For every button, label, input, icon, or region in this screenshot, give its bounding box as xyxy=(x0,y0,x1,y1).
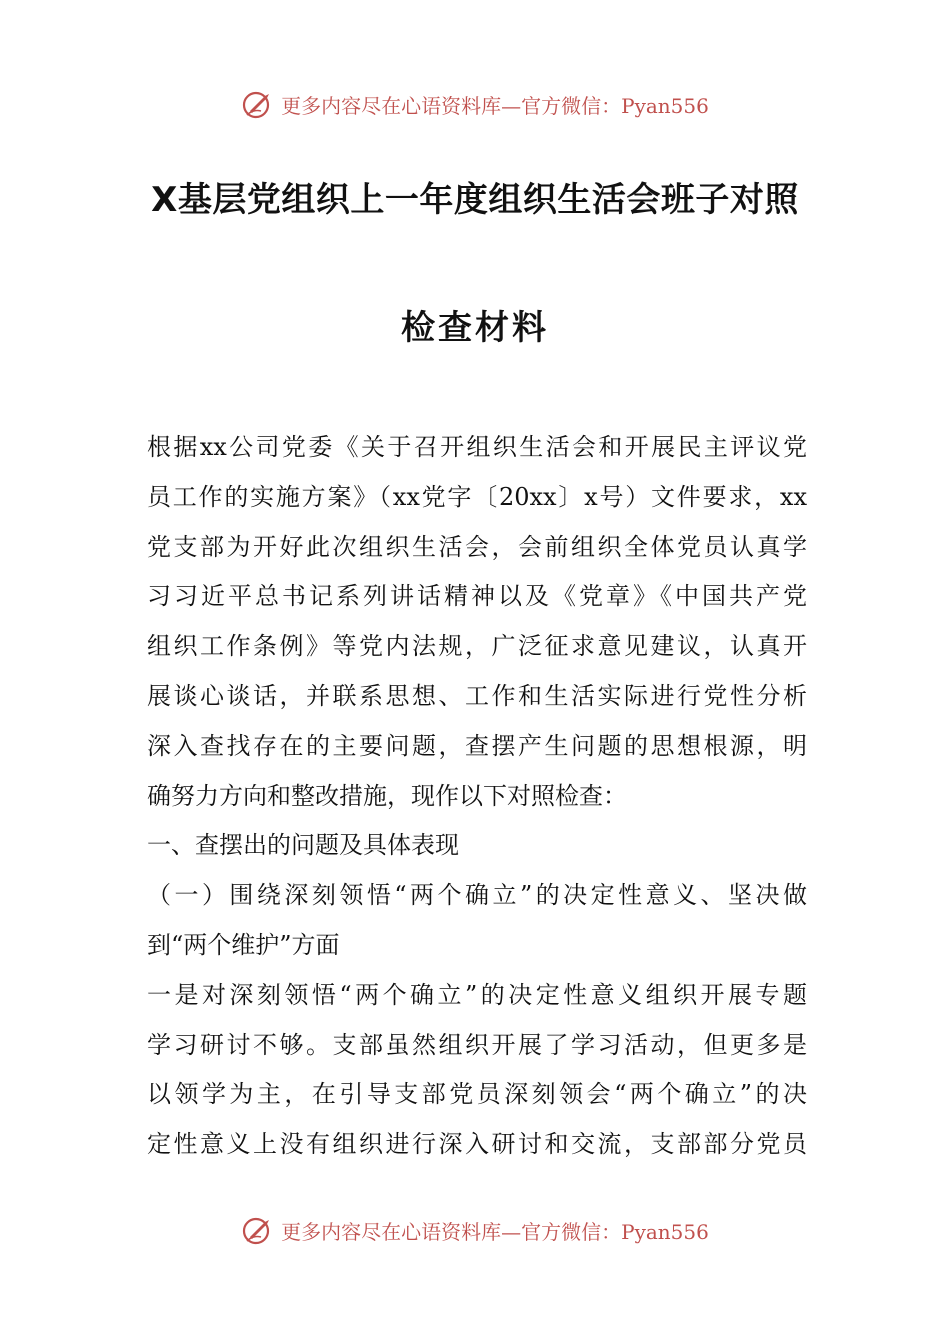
body-text-line: 展谈心谈话，并联系思想、工作和生活实际进行党性分析 xyxy=(147,681,807,710)
body-text-line: 到“两个维护”方面 xyxy=(147,930,340,959)
document-body xyxy=(147,423,807,1170)
pen-logo-icon xyxy=(241,1213,275,1247)
body-text-line: 员工作的实施方案》（xx党字〔20xx〕x号）文件要求，xx xyxy=(147,482,807,511)
document-title-line-2: 检查材料 xyxy=(401,308,549,348)
watermark-footer xyxy=(0,1210,950,1250)
body-text-line: 一是对深刻领悟“两个确立”的决定性意义组织开展专题 xyxy=(147,980,807,1009)
body-text-line: 学习研讨不够。支部虽然组织开展了学习活动，但更多是 xyxy=(147,1030,807,1059)
body-text-line: 组织工作条例》等党内法规，广泛征求意见建议，认真开 xyxy=(147,632,807,661)
body-text-line: 一、查摆出的问题及具体表现 xyxy=(147,831,459,860)
watermark-header xyxy=(0,84,950,124)
body-text-line: 以领学为主，在引导支部党员深刻领会“两个确立”的决 xyxy=(147,1080,807,1109)
watermark-text: 更多内容尽在心语资料库—官方微信：Pyan556 xyxy=(281,93,709,118)
body-text-line: 定性意义上没有组织进行深入研讨和交流，支部部分党员 xyxy=(147,1130,807,1159)
pen-logo-icon xyxy=(241,87,275,121)
body-text-line: （一）围绕深刻领悟“两个确立”的决定性意义、坚决做 xyxy=(147,881,807,910)
body-text-line: 确努力方向和整改措施，现作以下对照检查： xyxy=(147,781,627,810)
body-text-line: 深入查找存在的主要问题，查摆产生问题的思想根源，明 xyxy=(147,731,807,760)
body-text-line: 习习近平总书记系列讲话精神以及《党章》《中国共产党 xyxy=(147,582,807,611)
watermark-text: 更多内容尽在心语资料库—官方微信：Pyan556 xyxy=(281,1219,709,1244)
body-text-line: 党支部为开好此次组织生活会，会前组织全体党员认真学 xyxy=(147,532,807,561)
body-text-line: 根据xx公司党委《关于召开组织生活会和开展民主评议党 xyxy=(147,433,807,461)
document-title-line-1: X基层党组织上一年度组织生活会班子对照 xyxy=(151,180,799,220)
